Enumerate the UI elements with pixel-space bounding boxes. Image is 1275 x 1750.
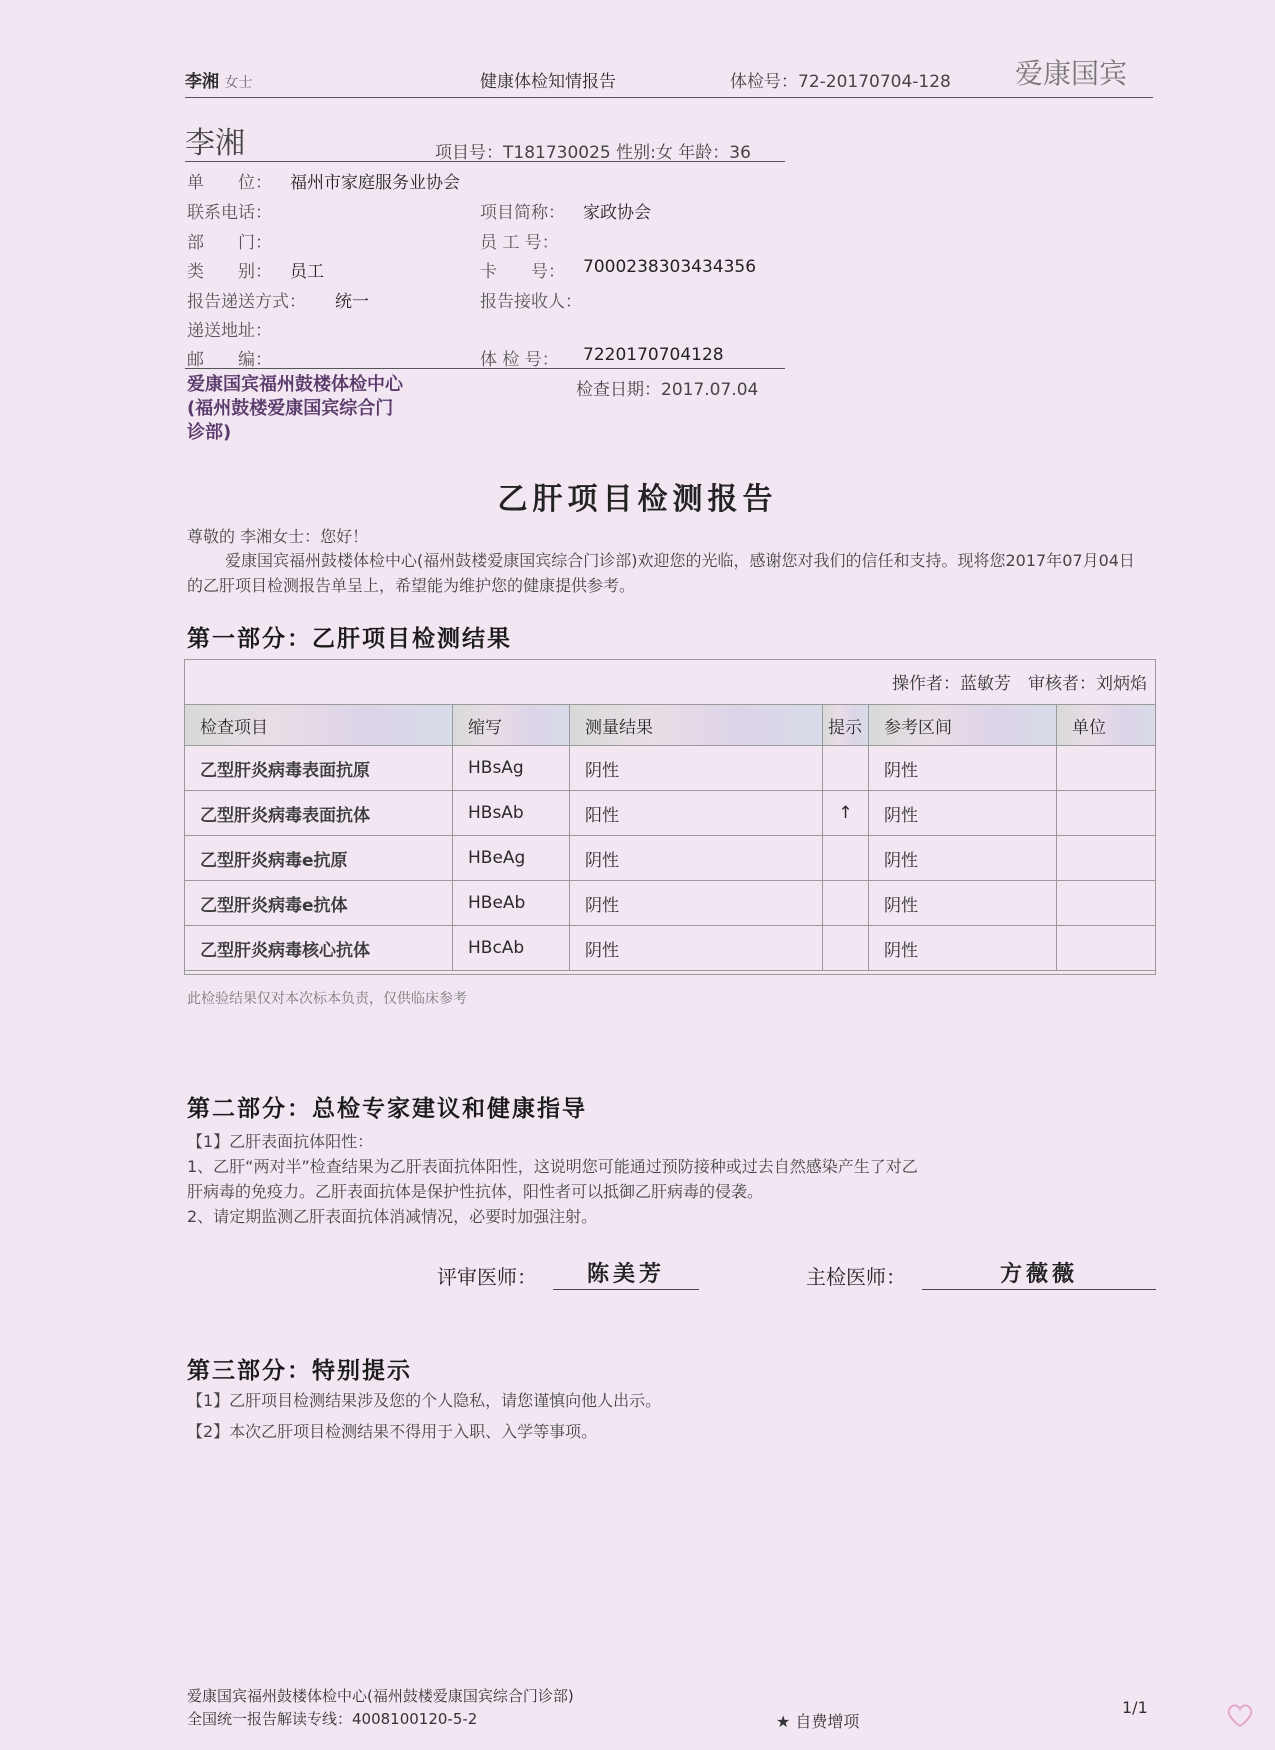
- row-abbr: HBsAb: [453, 791, 570, 836]
- heart-logo-icon: [1225, 1700, 1255, 1730]
- exam-center-name: 爱康国宾福州鼓楼体检中心 (福州鼓楼爱康国宾综合门 诊部): [187, 374, 403, 443]
- header-divider: [185, 97, 1153, 98]
- delivery-value: 统一: [335, 292, 369, 312]
- project-label: 项目简称：: [480, 203, 565, 223]
- row-hint: [823, 836, 869, 881]
- reviewer-label: 评审医师：: [437, 1265, 537, 1289]
- advice-line-1: 1、乙肝“两对半”检查结果为乙肝表面抗体阳性，这说明您可能通过预防接种或过去自然感染产生了对乙: [187, 1157, 918, 1176]
- advice-heading: 【1】乙肝表面抗体阳性：: [187, 1132, 374, 1151]
- chief-label: 主检医师：: [806, 1265, 906, 1289]
- table-header-row: [185, 705, 1156, 746]
- col-result: 测量结果: [570, 705, 823, 746]
- row-result: 阴性: [570, 836, 823, 881]
- reviewer-signature: 陈美芳: [553, 1257, 699, 1290]
- project-value: 家政协会: [583, 203, 651, 223]
- brand-logo: 爱康国宾: [1015, 57, 1128, 90]
- header-exam-no: 体检号：72-20170704-128: [730, 72, 951, 92]
- col-ref: 参考区间: [869, 705, 1057, 746]
- row-hint: [823, 746, 869, 791]
- row-item: 乙型肝炎病毒表面抗原: [185, 746, 453, 791]
- table-row: [185, 836, 1156, 881]
- unit-value: 福州市家庭服务业协会: [290, 173, 460, 193]
- operator-line: 操作者：蓝敏芳 审核者：刘炳焰: [892, 674, 1147, 694]
- row-unit: [1057, 926, 1156, 971]
- zip-label: 邮 编：: [187, 350, 272, 370]
- row-ref: 阴性: [869, 746, 1057, 791]
- intro-paragraph: 爱康国宾福州鼓楼体检中心(福州鼓楼爱康国宾综合门诊部)欢迎您的光临，感谢您对我们的信任和支持。现将您2017年07月04日的乙肝项目检测报告单呈上，希望能为维护您的健康提供参考。: [187, 551, 1135, 595]
- row-hint: [823, 926, 869, 971]
- row-result: 阳性: [570, 791, 823, 836]
- result-disclaimer: 此检验结果仅对本次标本负责，仅供临床参考: [187, 991, 467, 1007]
- section2-title: 第二部分：总检专家建议和健康指导: [187, 1096, 587, 1122]
- footer-center: 爱康国宾福州鼓楼体检中心(福州鼓楼爱康国宾综合门诊部): [187, 1687, 574, 1705]
- col-unit: 单位: [1057, 705, 1156, 746]
- greeting: 尊敬的 李湘女士：您好！: [187, 527, 369, 546]
- row-item: 乙型肝炎病毒核心抗体: [185, 926, 453, 971]
- notice-2: 【2】本次乙肝项目检测结果不得用于入职、入学等事项。: [187, 1422, 598, 1441]
- header-salutation: 女士: [224, 75, 253, 91]
- category-label: 类 别：: [187, 262, 272, 282]
- row-hint-arrow-icon: ↑: [823, 791, 869, 836]
- results-frame: [184, 659, 1156, 975]
- address-label: 递送地址：: [187, 321, 272, 341]
- footer-page-number: 1/1: [1122, 1698, 1148, 1717]
- category-value: 员工: [290, 262, 324, 282]
- patient-divider: [185, 161, 785, 162]
- row-ref: 阴性: [869, 791, 1057, 836]
- advice-line-2: 肝病毒的免疫力。乙肝表面抗体是保护性抗体，阳性者可以抵御乙肝病毒的侵袭。: [187, 1182, 764, 1201]
- row-abbr: HBsAg: [453, 746, 570, 791]
- delivery-label: 报告递送方式：: [187, 292, 306, 312]
- patient-name: 李湘: [185, 126, 245, 161]
- row-abbr: HBcAb: [453, 926, 570, 971]
- exam-value: 7220170704128: [583, 345, 724, 365]
- staff-no-label: 员 工 号：: [480, 233, 559, 253]
- table-row: [185, 926, 1156, 971]
- row-result: 阴性: [570, 746, 823, 791]
- advice-line-3: 2、请定期监测乙肝表面抗体消减情况，必要时加强注射。: [187, 1207, 598, 1226]
- row-ref: 阴性: [869, 881, 1057, 926]
- section3-title: 第三部分：特别提示: [187, 1358, 412, 1384]
- row-item: 乙型肝炎病毒e抗原: [185, 836, 453, 881]
- chief-signature: 方薇薇: [922, 1257, 1156, 1290]
- unit-label: 单 位：: [187, 173, 272, 193]
- report-title: 乙肝项目检测报告: [497, 482, 778, 517]
- notice-1: 【1】乙肝项目检测结果涉及您的个人隐私，请您谨慎向他人出示。: [187, 1391, 662, 1410]
- row-abbr: HBeAg: [453, 836, 570, 881]
- footer-hotline: 全国统一报告解读专线：4008100120-5-2: [187, 1710, 478, 1728]
- row-item: 乙型肝炎病毒表面抗体: [185, 791, 453, 836]
- row-unit: [1057, 881, 1156, 926]
- row-ref: 阴性: [869, 836, 1057, 881]
- row-result: 阴性: [570, 926, 823, 971]
- table-row: [185, 746, 1156, 791]
- exam-date: 检查日期：2017.07.04: [576, 380, 759, 400]
- card-label: 卡 号：: [480, 262, 565, 282]
- col-hint: 提示: [823, 705, 869, 746]
- row-hint: [823, 881, 869, 926]
- row-unit: [1057, 791, 1156, 836]
- row-result: 阴性: [570, 881, 823, 926]
- footer-self-pay: ★ 自费增项: [776, 1712, 860, 1731]
- results-table: [184, 704, 1156, 971]
- table-row: [185, 881, 1156, 926]
- col-abbr: 缩写: [453, 705, 570, 746]
- dept-label: 部 门：: [187, 233, 272, 253]
- header-patient: [185, 67, 252, 92]
- row-abbr: HBeAb: [453, 881, 570, 926]
- receiver-label: 报告接收人：: [480, 292, 582, 312]
- exam-label: 体 检 号：: [480, 350, 559, 370]
- row-ref: 阴性: [869, 926, 1057, 971]
- patient-summary: 项目号：T181730025 性别:女 年龄：36: [435, 143, 751, 163]
- card-value: 7000238303434356: [583, 257, 757, 277]
- phone-label: 联系电话：: [187, 203, 272, 223]
- header-name: 李湘: [185, 72, 219, 92]
- header-report-title: 健康体检知情报告: [480, 72, 616, 92]
- table-row: [185, 791, 1156, 836]
- section1-title: 第一部分：乙肝项目检测结果: [187, 626, 512, 652]
- row-unit: [1057, 746, 1156, 791]
- row-item: 乙型肝炎病毒e抗体: [185, 881, 453, 926]
- row-unit: [1057, 836, 1156, 881]
- col-item: 检查项目: [185, 705, 453, 746]
- patient-bottom-divider: [185, 368, 785, 369]
